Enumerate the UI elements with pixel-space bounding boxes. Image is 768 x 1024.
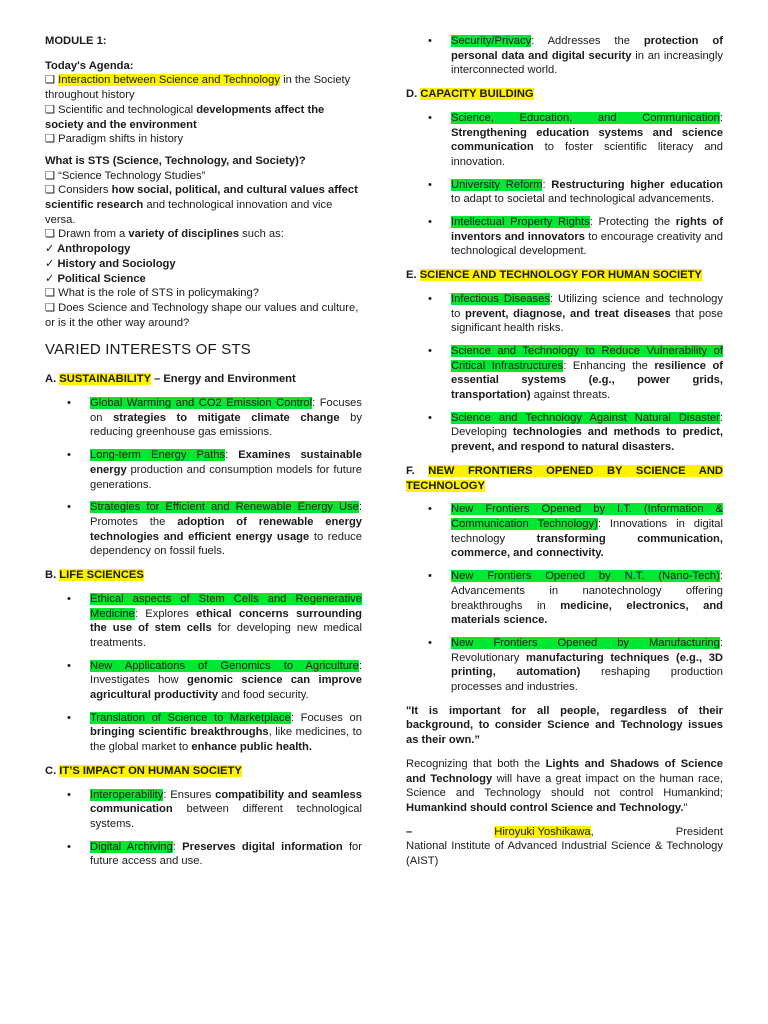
list-item: • Science and Technology to Reduce Vulnerability of Critical Infrastructures: Enhancing the resilience of essential systems (e.g., power grids, transportation) against threats. (428, 344, 724, 402)
left-column (45, 34, 362, 878)
attribution (406, 825, 723, 869)
section-d-heading: D. CAPACITY BUILDING (406, 88, 534, 101)
list-item: • New Frontiers Opened by N.T. (Nano-Tech): Advancements in nanotechnology offering breakthroughs in medicine, electronics, and materials science. (428, 570, 723, 627)
list-item: • Digital Archiving: Preserves digital information for future access and use. (67, 840, 363, 868)
list-item: • Infectious Diseases: Utilizing science and technology to prevent, diagnose, and treat diseases that pose significant health risks. (428, 292, 723, 335)
attribution-name: Hiroyuki Yoshikawa, (494, 825, 594, 838)
module-title: MODULE 1: (45, 35, 107, 47)
sts-item: ❑ “Science Technology Studies” (45, 169, 206, 182)
agenda-title: Today's Agenda: (45, 59, 134, 72)
discipline-item: ✓ History and Sociology (45, 257, 176, 270)
closing-paragraph: Recognizing that both the Lights and Shadows of Science and Technology will have a great impact on the human race, Science and Technology should not control Humankind; Humankind should control Science and Technology." (406, 757, 723, 814)
agenda-item: ❑ Interaction between Science and Technology in the Society throughout history (45, 74, 351, 102)
list-item: • Intellectual Property Rights: Protecting the rights of inventors and innovators to encourage creativity and technological development. (428, 216, 723, 258)
security-list (406, 34, 723, 78)
list-item: • New Applications of Genomics to Agriculture: Investigates how genomic science can improve agricultural productivity and food security. (67, 659, 362, 702)
list-item: • Global Warming and CO2 Emission Control: Focuses on strategies to mitigate climate change by reducing greenhouse gas emissions. (67, 397, 362, 439)
section-a-heading: A. SUSTAINABILITY – Energy and Environment (45, 373, 296, 386)
section-e-heading: E. SCIENCE AND TECHNOLOGY FOR HUMAN SOCIETY (406, 269, 702, 282)
list-item: • Long-term Energy Paths: Examines sustainable energy production and consumption models for future generations. (67, 449, 363, 491)
quote: "It is important for all people, regardless of their background, to consider Science and Technology issues as their own.” (406, 704, 723, 747)
list-item: • Ethical aspects of Stem Cells and Regenerative Medicine: Explores ethical concerns surrounding the use of stem cells for developing new medical treatments. (67, 592, 362, 649)
discipline-item: ✓ Political Science (45, 272, 146, 285)
section-a-list (45, 396, 362, 559)
list-item: • Interoperability: Ensures compatibility and seamless communication between different technological systems. (67, 788, 362, 830)
discipline-item: ✓ Anthropology (45, 243, 131, 256)
section-c-heading: C. IT’S IMPACT ON HUMAN SOCIETY (45, 764, 242, 777)
section-c-list (45, 788, 362, 870)
sts-item: ❑ Does Science and Technology shape our values and culture, or is it the other way around? (45, 301, 359, 329)
agenda-item: ❑ Paradigm shifts in history (45, 133, 184, 146)
list-item: • Science and Technology Against Natural Disaster: Developing technologies and methods to predict, prevent, and respond to natural disasters. (428, 411, 723, 454)
sts-item: ❑ Considers how social, political, and cultural values affect scientific research and technological innovation and vice versa. (45, 184, 358, 226)
attribution-dash: – (406, 825, 413, 838)
list-item: • New Frontiers Opened by I.T. (Information & Communication Technology): Innovations in digital technology transforming communication, commerce, and connectivity. (428, 503, 724, 560)
right-column (406, 34, 723, 869)
agenda-item: ❑ Scientific and technological developments affect the society and the environment (45, 103, 325, 131)
list-item: • Science, Education, and Communication: Strengthening education systems and science communication to foster scientific literacy and innovation. (428, 111, 723, 168)
varied-interests-heading: VARIED INTERESTS OF STS (45, 341, 252, 359)
list-item: • Translation of Science to Marketplace: Focuses on bringing scientific breakthroughs, like medicines, to the global market to enhance public health. (67, 711, 362, 754)
list-item: • University Reform: Restructuring higher education to adapt to societal and technological advancements. (428, 178, 723, 206)
attribution-role: President (675, 825, 723, 838)
list-item: • Strategies for Efficient and Renewable Energy Use: Promotes the adoption of renewable energy technologies and efficient energy usage to reduce dependency on fossil fuels. (67, 501, 362, 558)
sts-item: ❑ What is the role of STS in policymaking? (45, 287, 259, 300)
sts-question: What is STS (Science, Technology, and Society)? (45, 154, 306, 167)
sts-item: ❑ Drawn from a variety of disciplines such as: (45, 228, 284, 241)
section-d-list (406, 111, 723, 259)
section-f-list (406, 502, 723, 694)
attribution-org: National Institute of Advanced Industrial Science & Technology (AIST) (406, 840, 723, 868)
list-item: • New Frontiers Opened by Manufacturing: Revolutionary manufacturing techniques (e.g., 3D printing, automation) reshaping production processes and industries. (428, 636, 723, 694)
section-f-heading: F. NEW FRONTIERS OPENED BY SCIENCE AND TECHNOLOGY (406, 464, 724, 492)
section-b-list (45, 592, 362, 755)
list-item: • Security/Privacy: Addresses the protection of personal data and digital security in an increasingly interconnected world. (428, 35, 723, 77)
section-b-heading: B. LIFE SCIENCES (45, 569, 144, 582)
section-e-list (406, 292, 723, 455)
